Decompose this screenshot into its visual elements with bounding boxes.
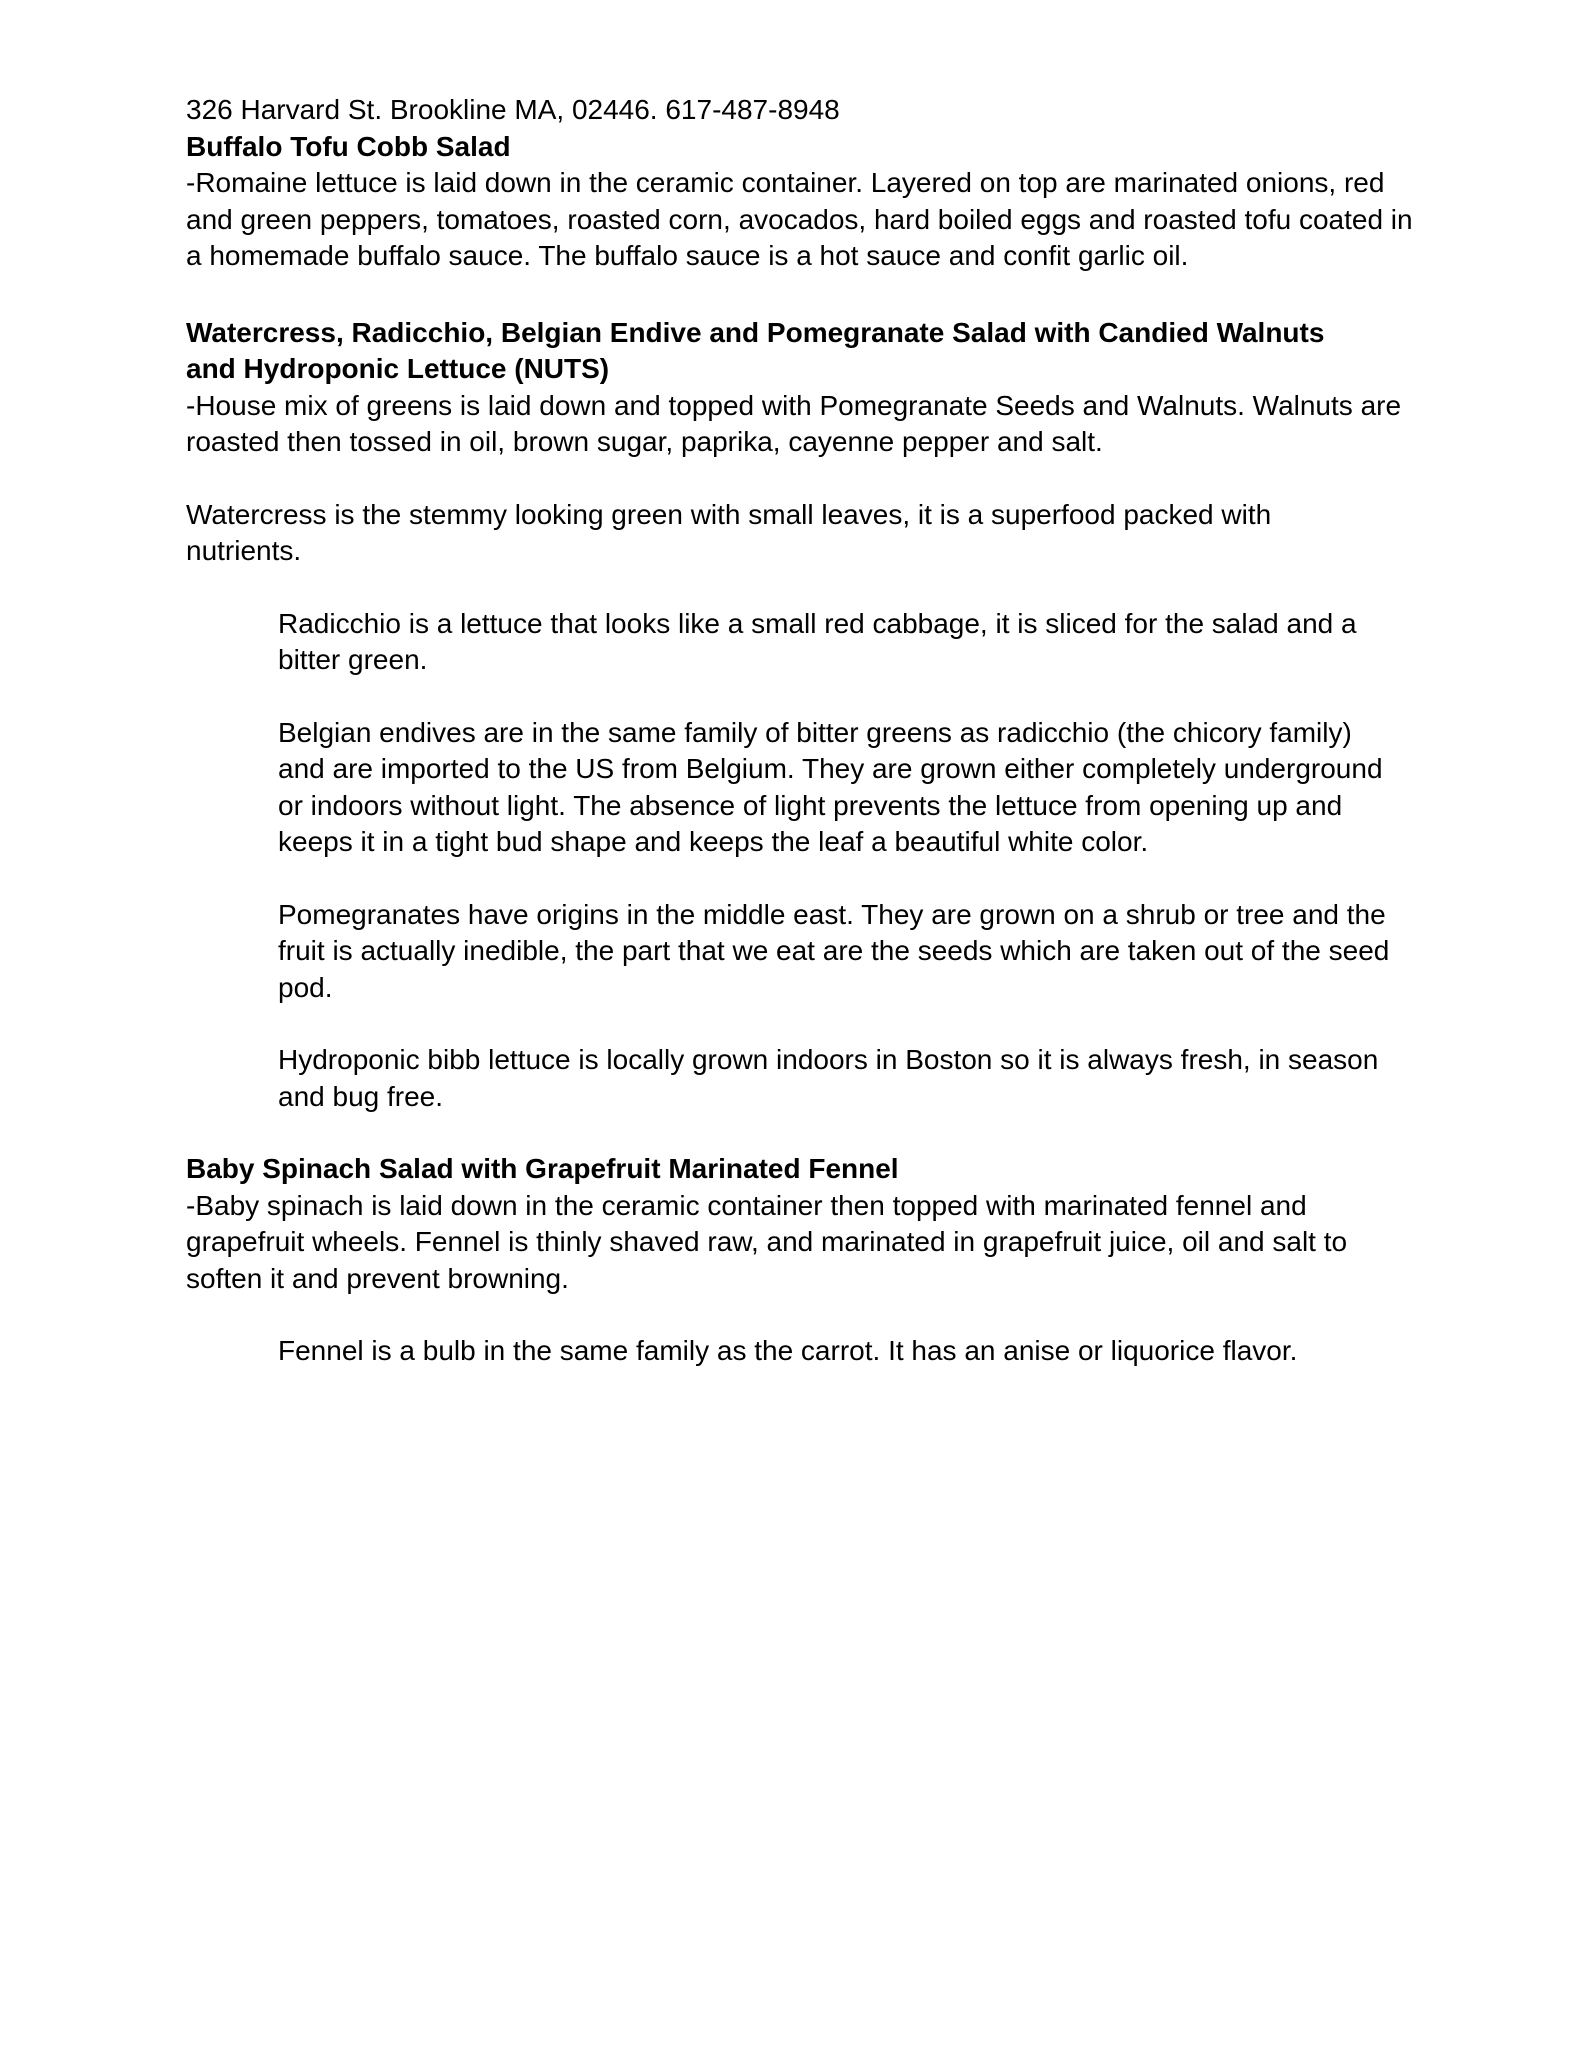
salad-section-buffalo-tofu-cobb	[186, 129, 1416, 275]
salad-description: -House mix of greens is laid down and topped with Pomegranate Seeds and Walnuts. Walnuts are roasted then tossed in oil, brown sugar, paprika, cayenne pepper and salt.	[186, 389, 1402, 457]
salad-title: Buffalo Tofu Cobb Salad	[186, 130, 511, 162]
salad-description: -Romaine lettuce is laid down in the ceramic container. Layered on top are marinated onions, red and green peppers, tomatoes, roasted corn, avocados, hard boiled eggs and roasted tofu coated in a homemade buffalo sauce. The buffalo sauce is a hot sauce and confit garlic oil.	[186, 167, 1413, 271]
salad-note-watercress: Watercress is the stemmy looking green with small leaves, it is a superfood packed with nutrients.	[186, 498, 1272, 566]
salad-section-watercress-radicchio	[186, 315, 1416, 1116]
salad-section-baby-spinach	[186, 1151, 1416, 1370]
salad-note-belgian-endive: Belgian endives are in the same family of bitter greens as radicchio (the chicory family) and are imported to the US from Belgium. They are grown either completely underground or indoors without light. The absence of light prevents the lettuce from opening up and keeps it in a tight bud shape and keeps the leaf a beautiful white color.	[278, 716, 1383, 857]
salad-title: Watercress, Radicchio, Belgian Endive and Pomegranate Salad with Candied Walnuts and Hydroponic Lettuce (NUTS)	[186, 316, 1325, 384]
salad-title: Baby Spinach Salad with Grapefruit Marinated Fennel	[186, 1153, 899, 1184]
salad-note-hydroponic-lettuce: Hydroponic bibb lettuce is locally grown indoors in Boston so it is always fresh, in season and bug free.	[278, 1044, 1379, 1112]
document-page	[186, 92, 1416, 1370]
salad-note-fennel: Fennel is a bulb in the same family as the carrot. It has an anise or liquorice flavor.	[278, 1335, 1298, 1366]
salad-note-radicchio: Radicchio is a lettuce that looks like a small red cabbage, it is sliced for the salad and a bitter green.	[278, 607, 1357, 675]
salad-description: -Baby spinach is laid down in the ceramic container then topped with marinated fennel and grapefruit wheels. Fennel is thinly shaved raw, and marinated in grapefruit juice, oil and salt to soften it and prevent browning.	[186, 1189, 1348, 1294]
address-line: 326 Harvard St. Brookline MA, 02446. 617-487-8948	[186, 94, 840, 125]
salad-note-pomegranate: Pomegranates have origins in the middle east. They are grown on a shrub or tree and the fruit is actually inedible, the part that we eat are the seeds which are taken out of the seed pod.	[278, 898, 1390, 1003]
